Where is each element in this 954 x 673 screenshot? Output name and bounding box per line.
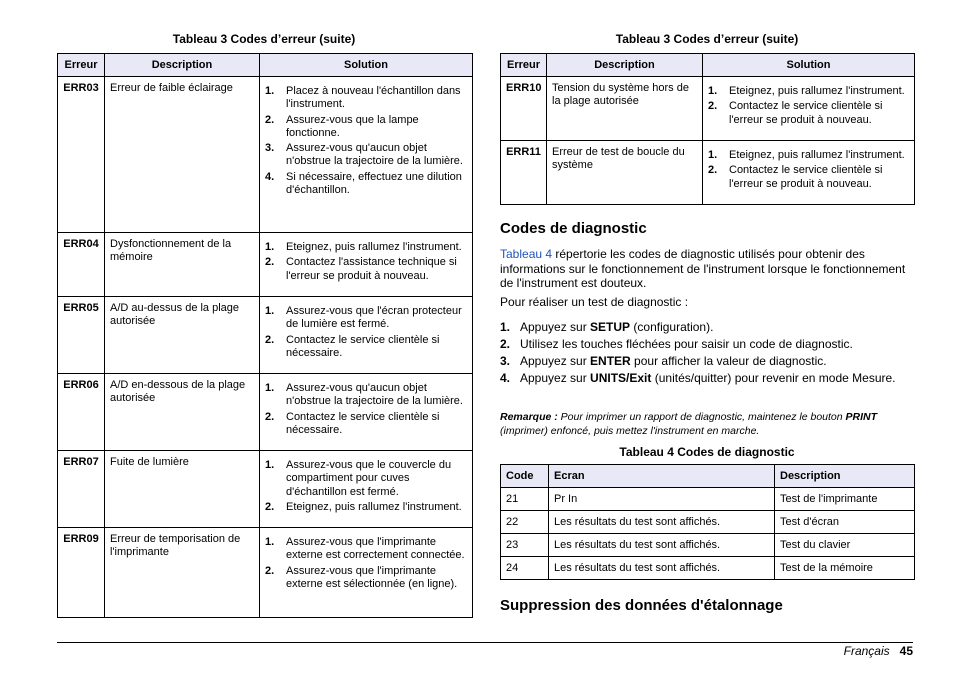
- solution-step: [708, 149, 909, 162]
- col-header-erreur: Erreur: [501, 54, 547, 77]
- note-text-pre: Pour imprimer un rapport de diagnostic, maintenez le bouton: [557, 411, 846, 423]
- step-number: 1.: [265, 305, 275, 317]
- col-header-code: Code: [501, 465, 549, 488]
- solution-step: [265, 256, 467, 283]
- diagnostic-screen: Pr In: [549, 488, 775, 511]
- step-text: Contactez le service clientèle si nécessaire.: [286, 410, 440, 436]
- diagnostic-steps: [500, 320, 910, 388]
- col-header-description: Description: [547, 54, 703, 77]
- diagnostic-row: [501, 511, 915, 534]
- print-note: [500, 411, 912, 438]
- col-header-ecran: Ecran: [549, 465, 775, 488]
- step-number: 1.: [265, 459, 275, 471]
- error-code: ERR09: [58, 528, 105, 618]
- diagnostic-screen: Les résultats du test sont affichés.: [549, 511, 775, 534]
- table-4-link[interactable]: Tableau 4: [500, 247, 553, 261]
- error-description: Dysfonctionnement de la mémoire: [105, 233, 260, 297]
- error-code: ERR06: [58, 374, 105, 451]
- footer-language: Français: [843, 644, 890, 658]
- error-row: [58, 374, 473, 451]
- diagnostic-code: 23: [501, 534, 549, 557]
- error-solution: [260, 451, 473, 528]
- step-key: ENTER: [590, 354, 631, 368]
- col-header-description: Description: [105, 54, 260, 77]
- step-number: 1.: [500, 320, 511, 334]
- diagnostic-row: [501, 534, 915, 557]
- diagnostic-description: Test d'écran: [775, 511, 915, 534]
- step-text: Utilisez les touches fléchées pour saisir un code de diagnostic.: [520, 337, 853, 351]
- diagnostic-description: Test de l'imprimante: [775, 488, 915, 511]
- step-number: 2.: [265, 113, 275, 126]
- solution-step: [265, 142, 467, 169]
- step-number: 2.: [265, 564, 275, 577]
- step-number: 1.: [265, 382, 275, 394]
- step-text: Assurez-vous qu'aucun objet n'obstrue la trajectoire de la lumière.: [286, 382, 463, 408]
- diagnostic-row: [501, 488, 915, 511]
- step-text: Eteignez, puis rallumez l'instrument.: [729, 149, 905, 161]
- error-solution: [260, 77, 473, 233]
- solution-step: [265, 171, 467, 198]
- diagnostic-table-caption: Tableau 4 Codes de diagnostic: [619, 445, 795, 459]
- diagnostic-step: [500, 320, 910, 335]
- step-text: Assurez-vous que la lampe fonctionne.: [286, 113, 419, 139]
- error-description: A/D en-dessous de la plage autorisée: [105, 374, 260, 451]
- solution-steps: [708, 85, 909, 127]
- right-table-caption: Tableau 3 Codes d’erreur (suite): [615, 32, 799, 46]
- step-text-post: (unités/quitter) pour revenir en mode Mesure.: [651, 371, 896, 385]
- diagnostic-screen: Les résultats du test sont affichés.: [549, 557, 775, 580]
- col-header-description: Description: [775, 465, 915, 488]
- error-solution: [260, 528, 473, 618]
- error-row: [58, 233, 473, 297]
- error-code: ERR07: [58, 451, 105, 528]
- note-print-key: PRINT: [845, 411, 878, 423]
- solution-step: [265, 565, 467, 592]
- step-number: 2.: [265, 410, 275, 423]
- error-codes-table-right: [500, 53, 915, 205]
- error-description: Fuite de lumière: [105, 451, 260, 528]
- step-key: SETUP: [590, 320, 631, 334]
- error-row: [501, 141, 915, 205]
- error-codes-table-left: [57, 53, 473, 618]
- intro-text: répertorie les codes de diagnostic utilisés pour obtenir des informations sur le fonctionnement de l'instrument lorsque le fonctionnement de l'instrument est douteux.: [500, 247, 906, 290]
- error-row: [58, 528, 473, 618]
- step-number: 2.: [265, 500, 275, 513]
- solution-step: [708, 100, 909, 127]
- step-number: 1.: [708, 85, 718, 97]
- page-footer: [844, 644, 913, 658]
- error-solution: [703, 141, 915, 205]
- solution-steps: [265, 382, 467, 437]
- solution-step: [265, 411, 467, 438]
- step-number: 1.: [265, 85, 275, 97]
- step-text: Contactez le service clientèle si nécessaire.: [286, 333, 440, 359]
- step-text: Assurez-vous que l'écran protecteur de lumière est fermé.: [286, 305, 462, 331]
- step-number: 2.: [708, 164, 718, 177]
- step-text: Eteignez, puis rallumez l'instrument.: [286, 500, 462, 513]
- step-number: 4.: [265, 170, 275, 183]
- diagnostic-row: [501, 557, 915, 580]
- step-number: 3.: [265, 142, 275, 155]
- error-row: [58, 77, 473, 233]
- step-number: 1.: [265, 536, 275, 548]
- step-number: 2.: [500, 337, 511, 351]
- solution-step: [265, 114, 467, 141]
- diagnostic-lead: Pour réaliser un test de diagnostic :: [500, 295, 689, 309]
- diagnostic-description: Test de la mémoire: [775, 557, 915, 580]
- step-number: 4.: [500, 371, 511, 385]
- step-text: Appuyez sur: [520, 371, 591, 385]
- step-number: 2.: [265, 256, 275, 269]
- calibration-heading: Suppression des données d'étalonnage: [500, 597, 783, 614]
- note-label: Remarque :: [500, 411, 558, 423]
- solution-step: [708, 164, 909, 191]
- diagnostic-code: 21: [501, 488, 549, 511]
- diagnostic-description: Test du clavier: [775, 534, 915, 557]
- left-table-caption: Tableau 3 Codes d’erreur (suite): [172, 32, 356, 46]
- solution-step: [265, 459, 467, 499]
- diagnostic-screen: Les résultats du test sont affichés.: [549, 534, 775, 557]
- error-solution: [703, 77, 915, 141]
- step-number: 1.: [265, 241, 275, 253]
- solution-steps: [265, 241, 467, 283]
- solution-steps: [265, 459, 467, 514]
- error-code: ERR04: [58, 233, 105, 297]
- solution-steps: [265, 85, 467, 197]
- page-number: 45: [899, 644, 913, 658]
- solution-step: [265, 241, 467, 254]
- col-header-erreur: Erreur: [58, 54, 105, 77]
- solution-steps: [265, 536, 467, 591]
- error-row: [58, 297, 473, 374]
- error-solution: [260, 233, 473, 297]
- error-code: ERR03: [58, 77, 105, 233]
- col-header-solution: Solution: [703, 54, 915, 77]
- diagnostic-intro: [500, 247, 910, 291]
- error-code: ERR10: [501, 77, 547, 141]
- col-header-solution: Solution: [260, 54, 473, 77]
- solution-step: [265, 382, 467, 409]
- footer-rule: [57, 642, 913, 643]
- step-text-post: (configuration).: [630, 320, 714, 334]
- diagnostic-code: 22: [501, 511, 549, 534]
- error-description: A/D au-dessus de la plage autorisée: [105, 297, 260, 374]
- solution-step: [265, 85, 467, 112]
- step-text: Assurez-vous qu'aucun objet n'obstrue la trajectoire de la lumière.: [286, 142, 463, 168]
- error-row: [58, 451, 473, 528]
- step-text: Assurez-vous que l'imprimante externe est sélectionnée (en ligne).: [286, 564, 458, 590]
- step-text: Contactez le service clientèle si l'erreur se produit à nouveau.: [729, 164, 883, 190]
- step-number: 2.: [708, 100, 718, 113]
- step-text: Placez à nouveau l'échantillon dans l'instrument.: [286, 85, 461, 111]
- solution-step: [265, 334, 467, 361]
- solution-step: [265, 536, 467, 563]
- step-text: Contactez le service clientèle si l'erreur se produit à nouveau.: [729, 100, 883, 126]
- diagnostic-step: [500, 371, 910, 386]
- step-number: 3.: [500, 354, 511, 368]
- step-text: Si nécessaire, effectuez une dilution d'échantillon.: [286, 170, 462, 197]
- diagnostic-heading: Codes de diagnostic: [500, 220, 647, 237]
- step-text: Contactez l'assistance technique si l'erreur se produit à nouveau.: [286, 256, 457, 282]
- diagnostic-step: [500, 337, 910, 352]
- step-text: Appuyez sur: [520, 320, 591, 334]
- error-solution: [260, 297, 473, 374]
- error-description: Erreur de temporisation de l'imprimante: [105, 528, 260, 618]
- step-text: Eteignez, puis rallumez l'instrument.: [729, 85, 905, 97]
- step-key: UNITS/Exit: [590, 371, 652, 385]
- solution-step: [265, 305, 467, 332]
- step-text: Assurez-vous que l'imprimante externe est correctement connectée.: [286, 536, 465, 562]
- error-description: Tension du système hors de la plage autorisée: [547, 77, 703, 141]
- error-solution: [260, 374, 473, 451]
- error-code: ERR05: [58, 297, 105, 374]
- step-number: 1.: [708, 149, 718, 161]
- error-description: Erreur de faible éclairage: [105, 77, 260, 233]
- solution-steps: [708, 149, 909, 191]
- solution-step: [708, 85, 909, 98]
- diagnostic-code: 24: [501, 557, 549, 580]
- note-text-post: (imprimer) enfoncé, puis mettez l'instrument en marche.: [500, 424, 760, 437]
- solution-steps: [265, 305, 467, 360]
- error-code: ERR11: [501, 141, 547, 205]
- error-description: Erreur de test de boucle du système: [547, 141, 703, 205]
- step-text: Appuyez sur: [520, 354, 591, 368]
- step-text: Assurez-vous que le couvercle du compartiment pour cuves d'échantillon est fermé.: [286, 459, 452, 498]
- diagnostic-step: [500, 354, 910, 369]
- step-number: 2.: [265, 333, 275, 346]
- diagnostic-codes-table: [500, 464, 915, 580]
- error-row: [501, 77, 915, 141]
- step-text-post: pour afficher la valeur de diagnostic.: [630, 354, 827, 368]
- solution-step: [265, 501, 467, 514]
- step-text: Eteignez, puis rallumez l'instrument.: [286, 241, 462, 253]
